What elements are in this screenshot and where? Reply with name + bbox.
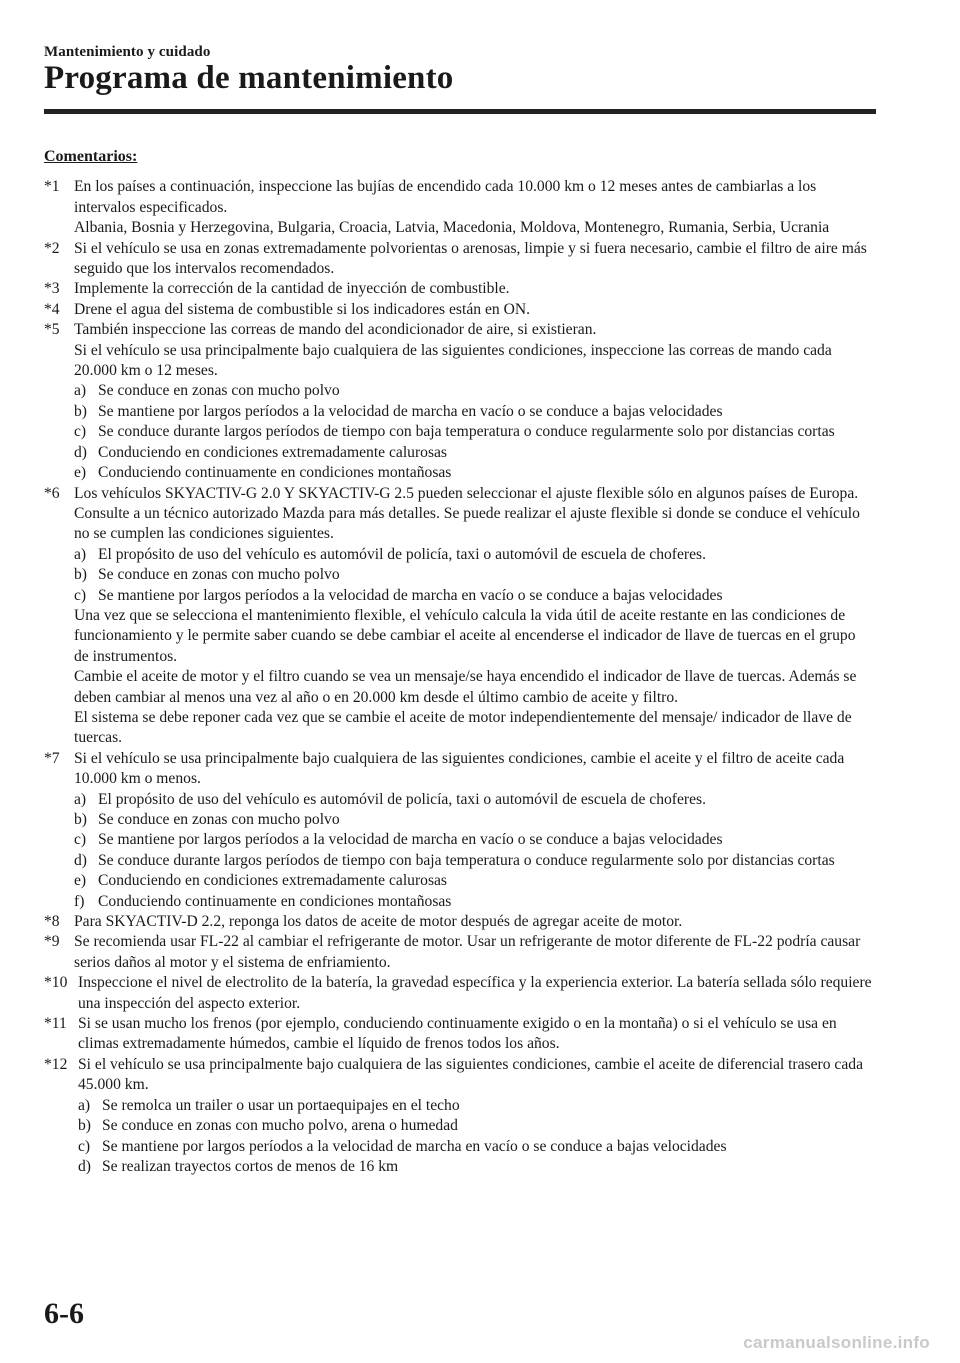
note-paragraph: Una vez que se selecciona el mantenimiento flexible, el vehículo calcula la vida útil de aceite restante en las condiciones de funcionamiento y le permite saber cuando se debe cambiar el aceite al encenderse el indicador de llave de tuercas en el grupo de instrumentos. (74, 606, 856, 665)
condition-item (74, 443, 874, 463)
note-number: *11 (44, 1015, 67, 1033)
note-item (44, 320, 874, 483)
note-body (74, 932, 874, 973)
note-item (44, 484, 874, 749)
note-item (44, 239, 874, 280)
note-number: *4 (44, 300, 60, 318)
note-item (44, 912, 874, 932)
note-body (74, 239, 874, 280)
condition-item (74, 830, 874, 850)
note-number: *5 (44, 321, 60, 339)
condition-text: El propósito de uso del vehículo es automóvil de policía, taxi o automóvil de escuela de choferes. (98, 545, 706, 563)
condition-item (78, 1116, 874, 1136)
condition-item (74, 381, 874, 401)
condition-item (78, 1137, 874, 1157)
condition-text: Se conduce en zonas con mucho polvo, arena o humedad (102, 1117, 458, 1135)
note-item (44, 1014, 874, 1055)
condition-text: Se mantiene por largos períodos a la velocidad de marcha en vacío o se conduce a bajas velocidades (98, 402, 723, 420)
note-body (74, 300, 874, 320)
note-body (74, 484, 874, 749)
note-paragraph: Los vehículos SKYACTIV-G 2.0 Y SKYACTIV-G 2.5 pueden seleccionar el ajuste flexible sólo en algunos países de Europa. Consulte a un técnico autorizado Mazda para más detalles. Se puede realizar el ajuste flexible si donde se conduce el vehículo no se cumplen las condiciones siguientes. (74, 484, 860, 543)
note-paragraph: El sistema se debe reponer cada vez que se cambie el aceite de motor independientemente del mensaje/ indicador de llave de tuercas. (74, 708, 852, 747)
note-body (74, 177, 874, 238)
note-number: *12 (44, 1055, 68, 1073)
note-item (44, 1055, 874, 1177)
condition-text: Se realizan trayectos cortos de menos de 16 km (102, 1157, 399, 1175)
condition-item (74, 565, 874, 585)
condition-letter: c) (74, 423, 87, 441)
page-number: 6-6 (44, 1297, 84, 1330)
note-body (74, 912, 874, 932)
condition-item (74, 545, 874, 565)
note-body (78, 1055, 874, 1177)
condition-letter: b) (78, 1117, 91, 1135)
condition-letter: e) (74, 872, 87, 890)
note-item (44, 177, 874, 238)
note-body (74, 749, 874, 912)
condition-item (74, 871, 874, 891)
note-body (78, 973, 874, 1014)
condition-letter: a) (74, 790, 87, 808)
condition-letter: f) (74, 892, 85, 910)
watermark: carmanualsonline.info (743, 1333, 930, 1352)
condition-letter: d) (74, 443, 87, 461)
condition-item (74, 422, 874, 442)
condition-letter: e) (74, 464, 87, 482)
note-paragraph: Si el vehículo se usa principalmente bajo cualquiera de las siguientes condiciones, cambie el aceite de diferencial trasero cada 45.000 km. (78, 1055, 863, 1094)
condition-letter: b) (74, 566, 87, 584)
note-body (78, 1014, 874, 1055)
condition-letter: a) (74, 382, 87, 400)
note-number: *9 (44, 933, 60, 951)
note-paragraph: Inspeccione el nivel de electrolito de la batería, la gravedad específica y la experiencia exterior. La batería sellada sólo requiere una inspección del aspecto exterior. (78, 974, 872, 1012)
condition-letter: c) (78, 1137, 91, 1155)
condition-item (78, 1096, 874, 1116)
condition-letter: c) (74, 586, 87, 604)
note-paragraph: Drene el agua del sistema de combustible si los indicadores están en ON. (74, 300, 530, 318)
condition-item (74, 463, 874, 483)
note-paragraph: Se recomienda usar FL-22 al cambiar el refrigerante de motor. Usar un refrigerante de motor diferente de FL-22 podría causar serios daños al motor y el sistema de enfriamiento. (74, 933, 861, 971)
condition-text: Se mantiene por largos períodos a la velocidad de marcha en vacío o se conduce a bajas velocidades (98, 831, 723, 849)
section-label: Mantenimiento y cuidado (44, 44, 211, 60)
condition-letter: d) (74, 851, 87, 869)
note-item (44, 749, 874, 912)
condition-text: Se conduce en zonas con mucho polvo (98, 566, 340, 584)
note-number: *8 (44, 913, 60, 931)
condition-text: Se conduce en zonas con mucho polvo (98, 811, 340, 828)
condition-item (74, 810, 874, 830)
note-item (44, 973, 874, 1014)
condition-text: Se conduce durante largos períodos de tiempo con baja temperatura o conduce regularmente solo por distancias cortas (98, 851, 835, 869)
notes-list (44, 177, 874, 1177)
condition-item (74, 790, 874, 810)
condition-item (74, 402, 874, 422)
condition-letter: b) (74, 402, 87, 420)
note-item (44, 932, 874, 973)
condition-letter: c) (74, 831, 87, 849)
condition-letter: a) (74, 545, 87, 563)
condition-item (78, 1157, 874, 1177)
condition-text: Se conduce durante largos períodos de tiempo con baja temperatura o conduce regularmente solo por distancias cortas (98, 423, 835, 441)
note-number: *7 (44, 749, 60, 767)
note-paragraph: Si el vehículo se usa principalmente bajo cualquiera de las siguientes condiciones, inspeccione las correas de mando cada 20.000 km o 12 meses. (74, 341, 832, 380)
note-paragraph: Si el vehículo se usa en zonas extremadamente polvorientas o arenosas, limpie y si fuera necesario, cambie el filtro de aire más seguido que los intervalos recomendados. (74, 239, 867, 278)
note-paragraph: Cambie el aceite de motor y el filtro cuando se vea un mensaje/se haya encendido el indicador de llave de tuercas. Además se deben cambiar al menos una vez al año o en 20.000 km desde el último cambio de aceite y filtro. (74, 668, 857, 706)
note-item (44, 279, 874, 299)
note-body (74, 320, 874, 483)
note-paragraph: Si se usan mucho los frenos (por ejemplo, conduciendo continuamente exigido o en la montaña) o si el vehículo se usa en climas extremadamente húmedos, cambie el líquido de frenos todos los años. (78, 1015, 837, 1053)
condition-item (74, 586, 874, 606)
title-rule (44, 109, 876, 114)
comments-heading: Comentarios: (44, 148, 138, 165)
condition-text: Se mantiene por largos períodos a la velocidad de marcha en vacío o se conduce a bajas velocidades (98, 586, 723, 604)
note-number: *10 (44, 974, 68, 992)
condition-text: El propósito de uso del vehículo es automóvil de policía, taxi o automóvil de escuela de choferes. (98, 790, 706, 808)
condition-item (74, 851, 874, 871)
condition-text: Se mantiene por largos períodos a la velocidad de marcha en vacío o se conduce a bajas velocidades (102, 1137, 727, 1155)
note-number: *1 (44, 178, 60, 196)
comments-content (44, 147, 874, 1177)
note-number: *6 (44, 484, 60, 502)
note-number: *2 (44, 239, 60, 257)
condition-letter: d) (78, 1157, 91, 1175)
condition-text: Conduciendo en condiciones extremadamente calurosas (98, 872, 448, 890)
note-item (44, 300, 874, 320)
note-body (74, 279, 874, 299)
condition-text: Se remolca un trailer o usar un portaequipajes en el techo (102, 1096, 460, 1114)
note-paragraph: También inspeccione las correas de mando del acondicionador de aire, si existieran. (74, 321, 597, 339)
note-paragraph: Albania, Bosnia y Herzegovina, Bulgaria, Croacia, Latvia, Macedonia, Moldova, Montenegro, Rumania, Serbia, Ucrania (74, 219, 830, 237)
condition-item (74, 892, 874, 912)
note-paragraph: Si el vehículo se usa principalmente bajo cualquiera de las siguientes condiciones, cambie el aceite y el filtro de aceite cada 10.000 km o menos. (74, 749, 845, 788)
condition-text: Conduciendo continuamente en condiciones montañosas (98, 464, 452, 482)
condition-text: Conduciendo continuamente en condiciones montañosas (98, 892, 452, 910)
condition-letter: a) (78, 1096, 91, 1114)
note-paragraph: Implemente la corrección de la cantidad de inyección de combustible. (74, 280, 510, 298)
page-title: Programa de mantenimiento (44, 60, 454, 96)
condition-text: Conduciendo en condiciones extremadamente calurosas (98, 443, 448, 461)
condition-text: Se conduce en zonas con mucho polvo (98, 382, 340, 400)
condition-letter: b) (74, 811, 87, 828)
note-paragraph: Para SKYACTIV-D 2.2, reponga los datos de aceite de motor después de agregar aceite de motor. (74, 913, 683, 931)
note-number: *3 (44, 280, 60, 298)
note-paragraph: En los países a continuación, inspeccione las bujías de encendido cada 10.000 km o 12 meses antes de cambiarlas a los intervalos especificados. (74, 178, 817, 216)
